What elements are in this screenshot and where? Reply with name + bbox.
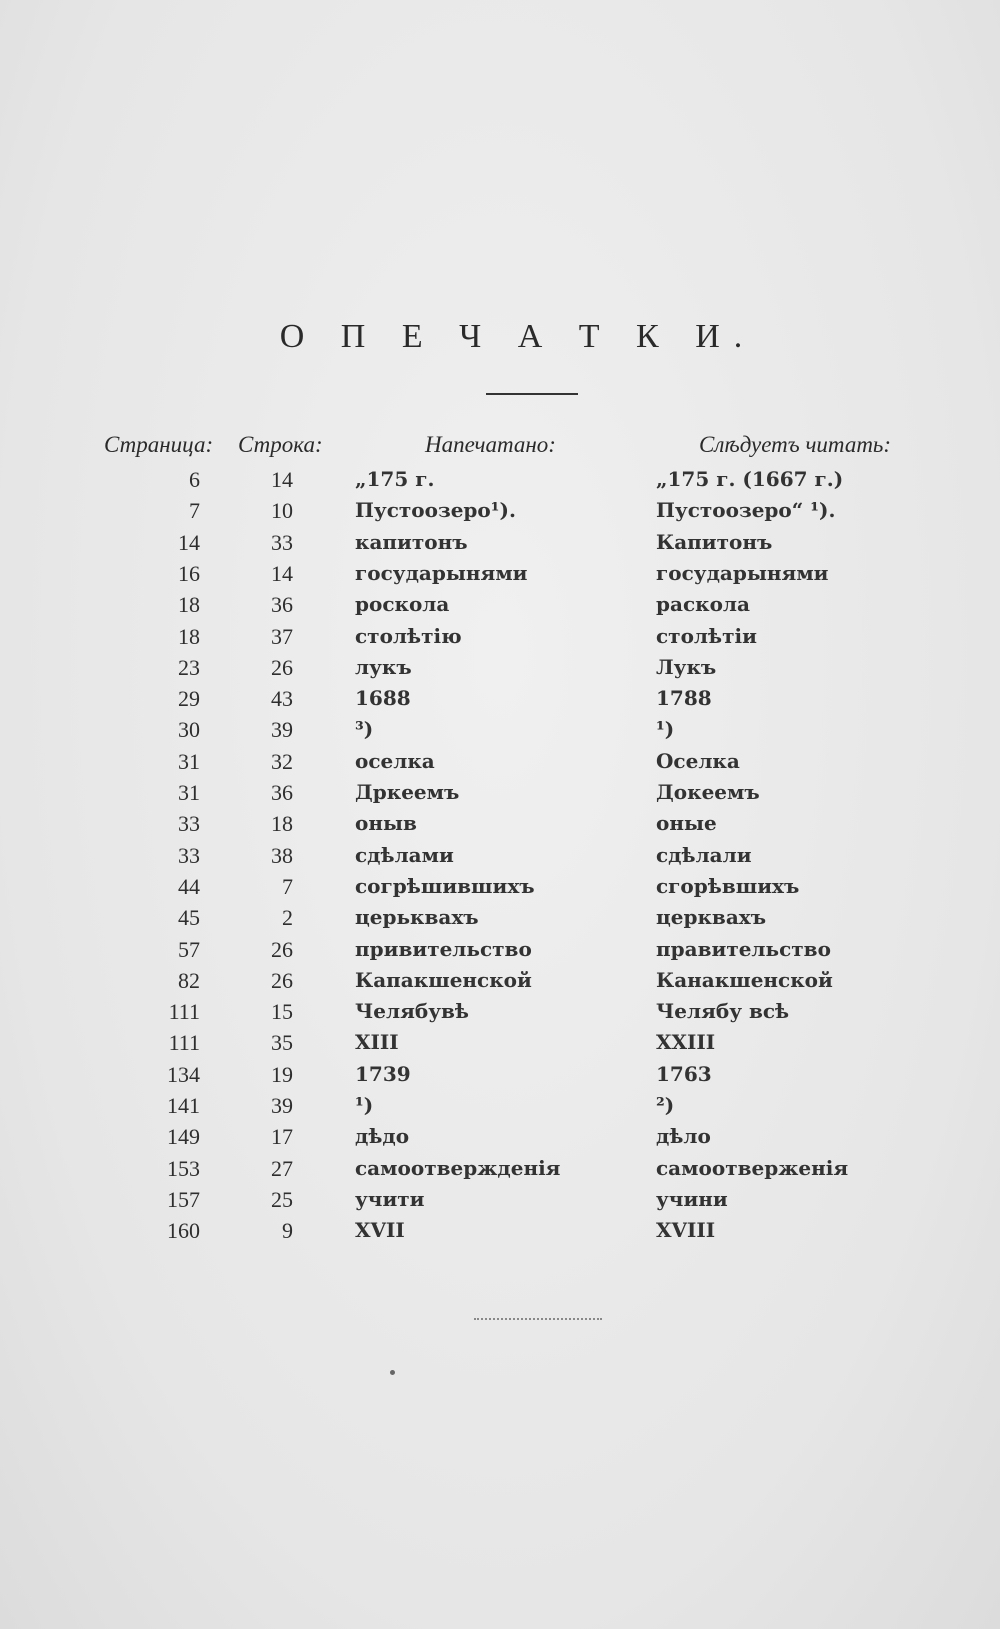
line-number: 2	[282, 905, 293, 931]
table-row	[0, 749, 1000, 780]
corrected-text: Оселка	[656, 748, 740, 773]
printed-text: лукъ	[355, 654, 412, 679]
line-number: 14	[271, 560, 293, 586]
table-row	[0, 1218, 1000, 1249]
page-number: 14	[178, 529, 200, 555]
line-number: 18	[271, 811, 293, 837]
line-number: 36	[271, 780, 293, 805]
end-divider	[474, 1318, 602, 1320]
table-row	[0, 655, 1000, 686]
printed-text: оныв	[355, 811, 417, 836]
printed-text: ¹)	[355, 1093, 374, 1117]
printed-text: роскола	[355, 592, 450, 617]
table-row	[0, 843, 1000, 874]
table-row	[0, 717, 1000, 748]
line-number: 43	[271, 686, 293, 712]
printed-text: церьквахъ	[355, 905, 479, 930]
corrected-text: оные	[656, 811, 717, 836]
page-number: 57	[178, 936, 200, 962]
page-number: 44	[178, 873, 200, 899]
line-number: 15	[271, 999, 293, 1025]
table-row	[0, 561, 1000, 592]
page-number: 18	[178, 623, 200, 649]
corrected-text: „175 г. (1667 г.)	[656, 467, 844, 491]
page-number: 33	[178, 842, 200, 868]
corrected-text: Докеемъ	[656, 780, 760, 804]
printed-text: XIII	[355, 1030, 399, 1055]
printed-text: оселка	[355, 748, 435, 773]
corrected-text: правительство	[656, 936, 831, 961]
line-number: 10	[271, 498, 293, 524]
ink-dot	[390, 1370, 395, 1375]
printed-text: столѣтію	[355, 623, 462, 648]
line-number: 35	[271, 1030, 293, 1056]
page-title: О П Е Ч А Т К И.	[279, 318, 757, 355]
page-number: 157	[167, 1186, 200, 1212]
title-divider	[486, 393, 578, 395]
table-row	[0, 686, 1000, 717]
corrected-text: ¹)	[656, 717, 675, 742]
printed-text: сдѣлами	[355, 842, 454, 867]
line-number: 36	[271, 592, 293, 618]
printed-text: капитонъ	[355, 529, 468, 554]
corrected-text: столѣтіи	[656, 623, 757, 648]
corrected-text: Пустоозеро“ ¹).	[656, 498, 836, 523]
line-number: 27	[271, 1155, 293, 1181]
page-number: 7	[189, 498, 200, 524]
table-row	[0, 1062, 1000, 1093]
corrected-text: сдѣлали	[656, 842, 752, 867]
page-number: 111	[168, 999, 200, 1025]
line-number: 14	[271, 467, 293, 492]
page-number: 31	[178, 748, 200, 774]
printed-text: 1739	[355, 1061, 411, 1086]
page-number: 6	[189, 467, 200, 492]
table-row	[0, 624, 1000, 655]
page-number: 82	[178, 967, 200, 993]
page-number: 153	[167, 1155, 200, 1181]
page-number: 23	[178, 654, 200, 680]
header-should-read: Слѣдуетъ читать:	[699, 432, 892, 457]
page-number: 31	[178, 780, 200, 805]
printed-text: дѣдо	[355, 1124, 410, 1149]
corrected-text: XXIII	[656, 1030, 716, 1055]
line-number: 33	[271, 529, 293, 555]
table-row	[0, 937, 1000, 968]
page-number: 149	[167, 1124, 200, 1150]
corrected-text: Челябу всѣ	[656, 999, 790, 1024]
table-row	[0, 592, 1000, 623]
printed-text: самоотвержденія	[355, 1155, 561, 1180]
printed-text: согрѣшившихъ	[355, 873, 535, 898]
table-row	[0, 1030, 1000, 1061]
printed-text: учити	[355, 1186, 425, 1211]
line-number: 32	[271, 748, 293, 774]
corrected-text: сгорѣвшихъ	[656, 873, 800, 898]
table-row	[0, 1156, 1000, 1187]
printed-text: „175 г.	[355, 467, 435, 491]
line-number: 38	[271, 842, 293, 868]
line-number: 19	[271, 1061, 293, 1087]
corrected-text: учини	[656, 1186, 728, 1211]
corrected-text: 1763	[656, 1061, 712, 1086]
corrected-text: раскола	[656, 592, 750, 617]
line-number: 26	[271, 936, 293, 962]
table-row	[0, 530, 1000, 561]
corrected-text: ²)	[656, 1093, 675, 1117]
table-row	[0, 968, 1000, 999]
line-number: 17	[271, 1124, 293, 1150]
table-row	[0, 498, 1000, 529]
page-number: 18	[178, 592, 200, 618]
corrected-text: Канакшенской	[656, 967, 833, 992]
line-number: 26	[271, 654, 293, 680]
corrected-text: Лукъ	[656, 654, 717, 679]
table-row	[0, 811, 1000, 842]
corrected-text: государынями	[656, 560, 829, 585]
header-line: Строка:	[238, 432, 323, 457]
printed-text: XVII	[355, 1218, 405, 1243]
corrected-text: самоотверженія	[656, 1155, 849, 1180]
printed-text: ³)	[355, 717, 374, 742]
line-number: 25	[271, 1186, 293, 1212]
page-number: 160	[167, 1218, 200, 1244]
printed-text: Капакшенской	[355, 967, 532, 992]
corrected-text: Капитонъ	[656, 529, 773, 554]
table-row	[0, 999, 1000, 1030]
line-number: 9	[282, 1218, 293, 1244]
printed-text: Дркеемъ	[355, 780, 460, 804]
page-number: 30	[178, 717, 200, 743]
table-row	[0, 874, 1000, 905]
printed-text: Челябувѣ	[355, 999, 469, 1024]
printed-text: 1688	[355, 686, 411, 711]
corrected-text: дѣло	[656, 1124, 711, 1149]
line-number: 39	[271, 717, 293, 743]
table-row	[0, 1124, 1000, 1155]
page-number: 16	[178, 560, 200, 586]
corrected-text: XVIII	[656, 1218, 716, 1243]
table-row	[0, 1187, 1000, 1218]
printed-text: привительство	[355, 936, 532, 961]
table-row	[0, 780, 1000, 811]
line-number: 7	[282, 873, 293, 899]
header-page: Страница:	[104, 432, 214, 457]
header-printed: Напечатано:	[425, 432, 556, 457]
line-number: 37	[271, 623, 293, 649]
page-number: 45	[178, 905, 200, 931]
table-row	[0, 1093, 1000, 1124]
page-number: 29	[178, 686, 200, 712]
line-number: 39	[271, 1093, 293, 1118]
printed-text: Пустоозеро¹).	[355, 498, 516, 523]
table-row	[0, 467, 1000, 498]
printed-text: государынями	[355, 560, 528, 585]
table-row	[0, 905, 1000, 936]
page-number: 111	[168, 1030, 200, 1056]
line-number: 26	[271, 967, 293, 993]
page-number: 141	[167, 1093, 200, 1118]
page-number: 33	[178, 811, 200, 837]
corrected-text: 1788	[656, 686, 712, 711]
page-number: 134	[167, 1061, 200, 1087]
corrected-text: церквахъ	[656, 905, 767, 930]
